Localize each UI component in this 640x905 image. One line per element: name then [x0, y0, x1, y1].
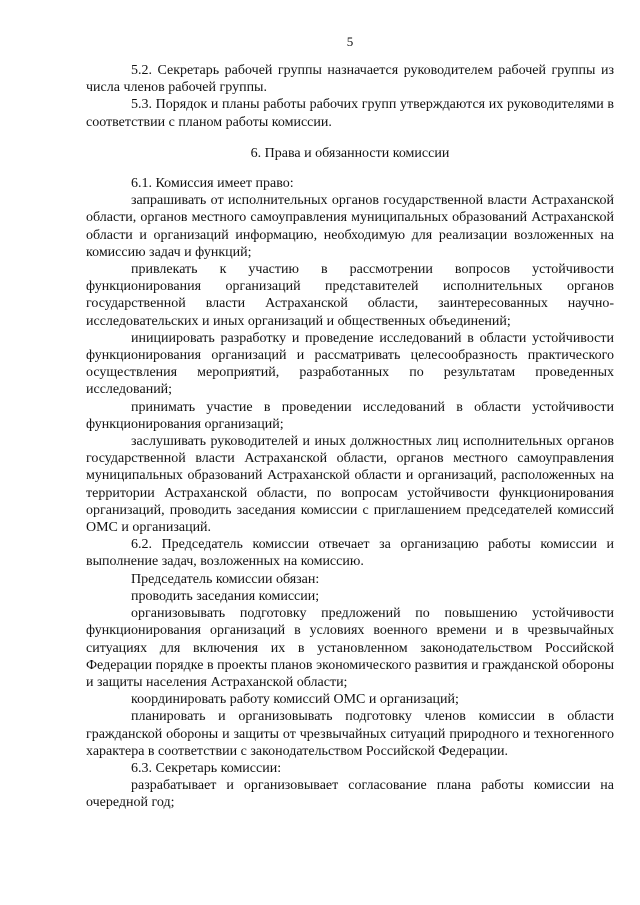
- paragraph-participate: принимать участие в проведении исследований в области устойчивости функционирования организаций;: [86, 399, 614, 432]
- paragraph-involve: привлекать к участию в рассмотрении вопросов устойчивости функционирования организаций представителей исполнительных органов государственной власти Астраханской области, заинтересованных научно-исследовательских и иных организаций и общественных объединений;: [86, 262, 614, 329]
- paragraph-6-2: 6.2. Председатель комиссии отвечает за организацию работы комиссии и выполнение задач, возложенных на комиссию.: [86, 537, 614, 570]
- paragraph-request-info: запрашивать от исполнительных органов государственной власти Астраханской области, органов местного самоуправления муниципальных образований Астраханской области и организаций информацию, необходимую для реализации возложенных на комиссию задач и функций;: [86, 193, 614, 260]
- paragraph-hold-meetings: проводить заседания комиссии;: [131, 588, 320, 604]
- paragraph-5-2: 5.2. Секретарь рабочей группы назначается руководителем рабочей группы из числа членов рабочей группы.: [86, 63, 614, 96]
- paragraph-6-1: 6.1. Комиссия имеет право:: [131, 176, 294, 192]
- section-heading: 6. Права и обязанности комиссии: [250, 145, 450, 161]
- page-number: 5: [346, 34, 354, 49]
- paragraph-chairman-obliged: Председатель комиссии обязан:: [131, 571, 320, 587]
- paragraph-develop-plan: разрабатывает и организовывает согласование плана работы комиссии на очередной год;: [86, 778, 614, 811]
- paragraph-plan-training: планировать и организовывать подготовку членов комиссии в области гражданской обороны и защиты от чрезвычайных ситуаций природного и техногенного характера в соответствии с законодательством Российской Федерации.: [86, 709, 614, 759]
- paragraph-initiate-research: инициировать разработку и проведение исследований в области устойчивости функционирования организаций и рассматривать целесообразность практического осуществления мероприятий, разработанных по результатам проведенных исследований;: [86, 330, 614, 398]
- paragraph-5-3: 5.3. Порядок и планы работы рабочих групп утверждаются их руководителями в соответствии с планом работы комиссии.: [86, 97, 614, 130]
- paragraph-coordinate: координировать работу комиссий ОМС и организаций;: [131, 692, 459, 708]
- paragraph-6-3: 6.3. Секретарь комиссии:: [131, 760, 282, 776]
- paragraph-hear-officials: заслушивать руководителей и иных должностных лиц исполнительных органов государственной власти Астраханской области, органов местного самоуправления муниципальных образований Астраханской области и организаций, расположенных на территории Астраханской области, по вопросам устойчивости функционирования организаций, проводить заседания комиссии с приглашением председателей комиссий ОМС и организаций.: [86, 434, 614, 536]
- paragraph-organize-proposals: организовывать подготовку предложений по повышению устойчивости функционирования организаций в условиях военного времени и в чрезвычайных ситуациях для включения их в установленном законодательством Российской Федерации порядке в проекты планов экономического развития и гражданской обороны и защиты населения Астраханской области;: [86, 606, 614, 690]
